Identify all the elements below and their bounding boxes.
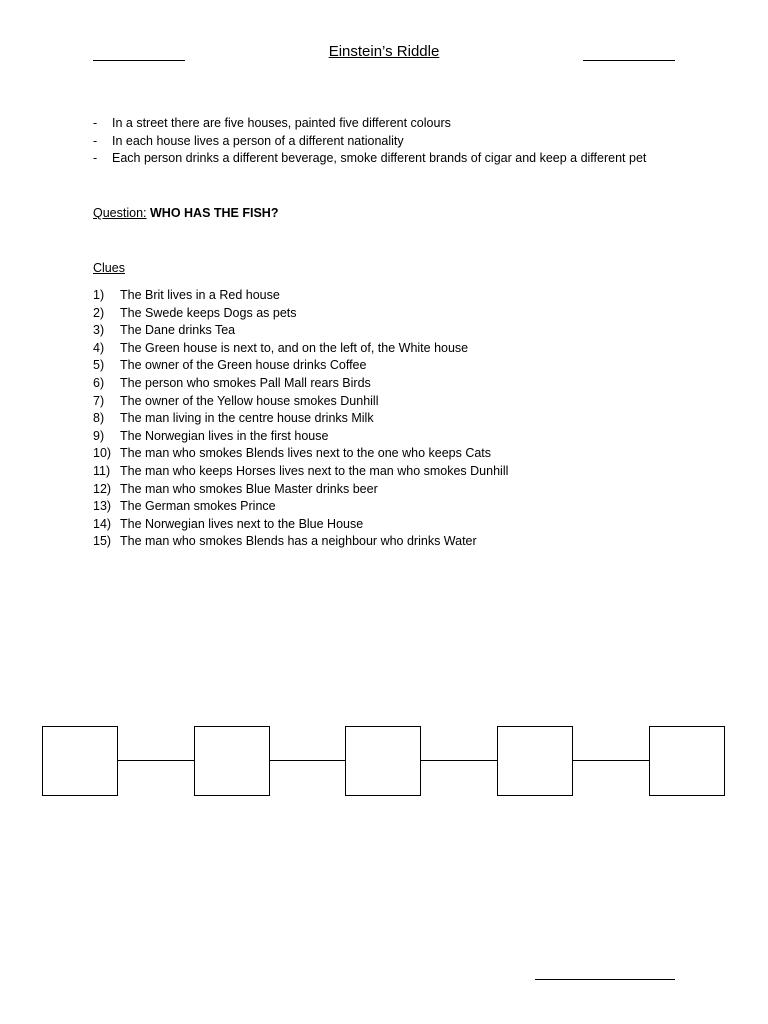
clue-number: 4) — [93, 340, 105, 355]
bullet-dash: - — [93, 133, 98, 148]
house-box-2[interactable] — [194, 726, 270, 796]
clue-number: 2) — [93, 305, 105, 320]
bullet-dash: - — [93, 116, 98, 130]
clue-item — [93, 410, 508, 428]
clue-number: 8) — [93, 411, 105, 426]
intro-item — [93, 150, 646, 168]
intro-list — [93, 115, 646, 168]
clue-text: The German smokes Prince — [120, 499, 276, 514]
house-box-1[interactable] — [42, 726, 118, 796]
clue-item — [93, 322, 508, 340]
house-connector — [118, 760, 194, 761]
clue-item — [93, 533, 508, 551]
bullet-dash: - — [93, 151, 98, 165]
clue-text: The owner of the Yellow house smokes Dunhill — [120, 393, 379, 408]
clue-text: The Dane drinks Tea — [120, 323, 236, 338]
clue-item — [93, 463, 508, 481]
house-box-3[interactable] — [345, 726, 421, 796]
clue-text: The man living in the centre house drinks Milk — [120, 411, 374, 426]
clue-text: The man who smokes Blends lives next to the one who keeps Cats — [120, 446, 492, 461]
clue-item — [93, 287, 508, 305]
clue-number: 15) — [93, 534, 112, 549]
clue-item — [93, 481, 508, 499]
clue-text: The Norwegian lives in the first house — [120, 428, 329, 443]
clue-number: 5) — [93, 358, 105, 373]
clue-item — [93, 498, 508, 516]
clue-number: 3) — [93, 323, 105, 338]
clue-text: The man who smokes Blends has a neighbour who drinks Water — [120, 534, 477, 549]
signature-blank-line — [535, 979, 675, 980]
clue-text: The person who smokes Pall Mall rears Birds — [120, 375, 371, 390]
clue-item — [93, 340, 508, 358]
clue-text: The Brit lives in a Red house — [120, 288, 280, 302]
house-box-5[interactable] — [649, 726, 725, 796]
clue-number: 14) — [93, 516, 112, 531]
question-label: Question: — [93, 206, 147, 220]
intro-item — [93, 115, 646, 133]
clue-item — [93, 357, 508, 375]
page-title-text: Einstein’s Riddle — [328, 43, 440, 60]
clue-number: 7) — [93, 393, 105, 408]
house-connector — [421, 760, 497, 761]
clue-item — [93, 445, 508, 463]
intro-item-text: In a street there are five houses, painted five different colours — [112, 116, 451, 130]
clue-number: 11) — [93, 463, 111, 478]
clue-text: The man who keeps Horses lives next to the man who smokes Dunhill — [120, 463, 509, 478]
clues-heading: Clues — [93, 261, 125, 275]
clue-text: The Green house is next to, and on the left of, the White house — [120, 340, 469, 355]
house-connector — [270, 760, 345, 761]
intro-item-text: Each person drinks a different beverage, smoke different brands of cigar and keep a different pet — [112, 151, 647, 165]
house-box-4[interactable] — [497, 726, 573, 796]
page-title — [0, 43, 768, 60]
clue-number: 9) — [93, 428, 105, 443]
intro-item-text: In each house lives a person of a different nationality — [112, 133, 404, 148]
house-connector — [573, 760, 649, 761]
clue-number: 10) — [93, 446, 112, 461]
clue-text: The Swede keeps Dogs as pets — [120, 305, 297, 320]
clue-item — [93, 516, 508, 534]
clue-item — [93, 428, 508, 446]
clue-text: The owner of the Green house drinks Coffee — [120, 358, 367, 373]
clue-number: 12) — [93, 481, 112, 496]
clue-item — [93, 375, 508, 393]
question — [93, 205, 278, 222]
clue-number: 13) — [93, 499, 112, 514]
clue-item — [93, 393, 508, 411]
clue-item — [93, 305, 508, 323]
clue-text: The Norwegian lives next to the Blue House — [120, 516, 364, 531]
clue-number: 1) — [93, 288, 105, 302]
intro-item — [93, 133, 646, 151]
name-blank-line — [93, 60, 185, 61]
date-blank-line — [583, 60, 675, 61]
question-text: WHO HAS THE FISH? — [150, 206, 279, 220]
clue-text: The man who smokes Blue Master drinks beer — [120, 481, 378, 496]
clue-number: 6) — [93, 375, 105, 390]
clues-list — [93, 287, 508, 551]
